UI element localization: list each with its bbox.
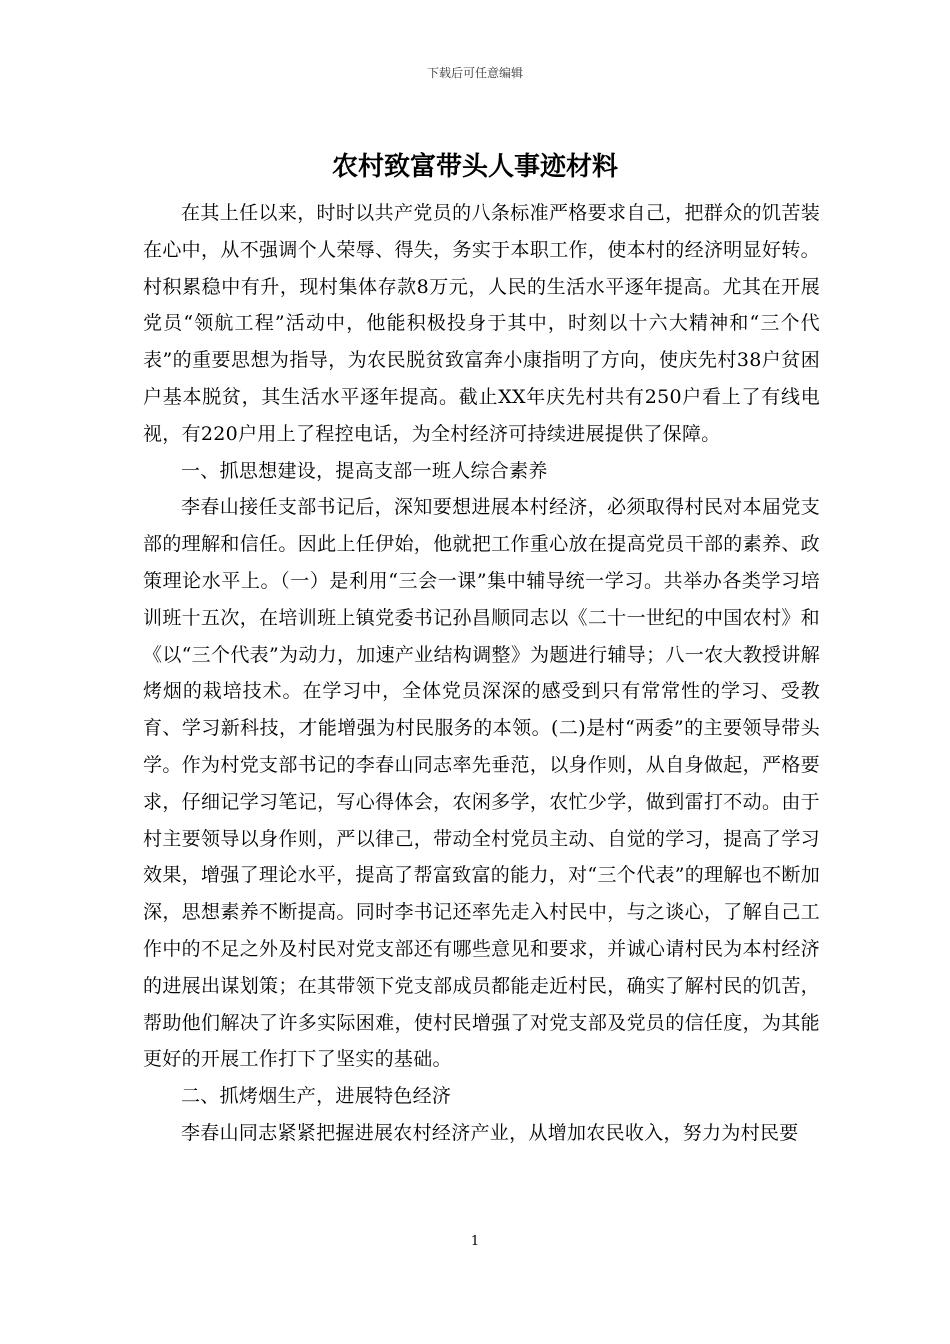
section-2-heading: 二、抓烤烟生产，进展特色经济 xyxy=(181,1085,452,1108)
page-number: 1 xyxy=(470,1234,480,1249)
section-1-heading: 一、抓思想建设，提高支部一班人综合素养 xyxy=(181,459,548,482)
document-title: 农村致富带头人事迹材料 xyxy=(331,152,618,182)
intro-paragraph: 在其上任以来，时时以共产党员的八条标准严格要求自己，把群众的饥苦装在心中，从不强调个人荣辱、得失，务实于本职工作，使本村的经济明显好转。村积累稳中有升，现村集体存款8万元，人民的生活水平逐年提高。尤其在开展党员“领航工程”活动中，他能积极投身于其中，时刻以十六大精神和“三个代表”的重要思想为指导，为农民脱贫致富奔小康指明了方向，使庆先村38户贫困户基本脱贫，其生活水平逐年提高。截止XX年庆先村共有250户看上了有线电视，有220户用上了程控电话，为全村经济可持续进展提供了保障。 xyxy=(143,202,820,445)
download-note: 下载后可任意编辑 xyxy=(426,66,523,80)
section-2-paragraph: 李春山同志紧紧把握进展农村经济产业，从增加农民收入，努力为村民要 xyxy=(181,1121,799,1144)
document-body xyxy=(143,195,820,1152)
section-1-paragraph: 李春山接任支部书记后，深知要想进展本村经济，必须取得村民对本届党支部的理解和信任。因此上任伊始，他就把工作重心放在提高党员干部的素养、政策理论水平上。（一）是利用“三会一课”集中辅导统一学习。共举办各类学习培训班十五次，在培训班上镇党委书记孙昌顺同志以《二十一世纪的中国农村》和《以“三个代表”为动力，加速产业结构调整》为题进行辅导；八一农大教授讲解烤烟的栽培技术。在学习中，全体党员深深的感受到只有常常性的学习、受教育、学习新科技，才能增强为村民服务的本领。(二)是村“两委”的主要领导带头学。作为村党支部书记的李春山同志率先垂范，以身作则，从自身做起，严格要求，仔细记学习笔记，写心得体会，农闲多学，农忙少学，做到雷打不动。由于村主要领导以身作则，严以律己，带动全村党员主动、自觉的学习，提高了学习效果，增强了理论水平，提高了帮富致富的能力，对“三个代表”的理解也不断加深，思想素养不断提高。同时李书记还率先走入村民中，与之谈心，了解自己工作中的不足之外及村民对党支部还有哪些意见和要求，并诚心请村民为本村经济的进展出谋划策；在其带领下党支部成员都能走近村民，确实了解村民的饥苦，帮助他们解决了许多实际困难，使村民增强了对党支部及党员的信任度，为其能更好的开展工作打下了坚实的基础。 xyxy=(143,496,820,1071)
